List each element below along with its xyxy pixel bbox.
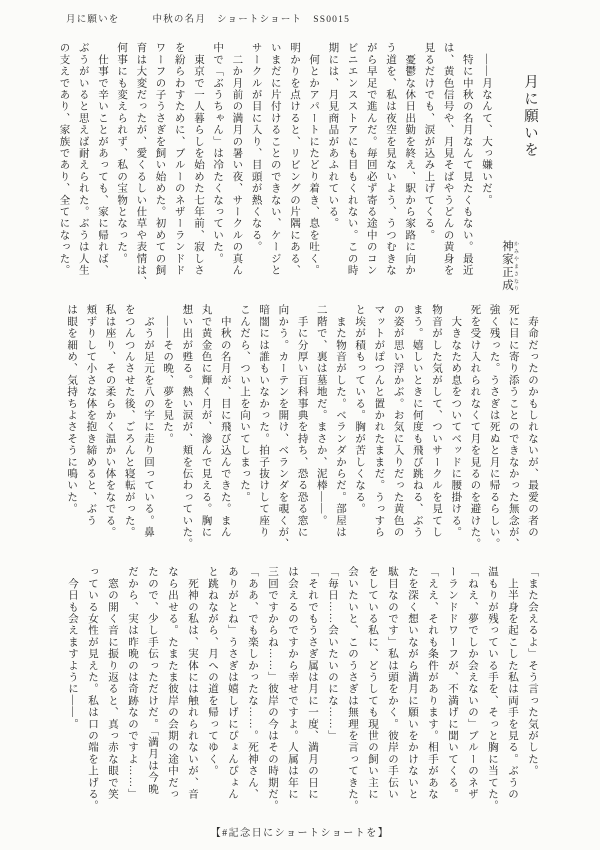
- text-line: 「ああ、でも楽しかったな……。死神さん、: [247, 566, 258, 800]
- text-line: 東京で一人暮らしを始めた七年前、寂しさ: [192, 42, 204, 276]
- text-line: ぶうが足元を八の字に走り回っている。鼻: [142, 304, 154, 538]
- header-format-label: ショートショート: [217, 15, 303, 25]
- text-line: 「ねえ、夢でしか会えないの」ブルーのネザ: [467, 566, 478, 800]
- text-line: 強く残った。うさぎは死ぬと月に帰るらしい。: [488, 304, 500, 550]
- text-line: をしている私に、どうしても現世の飼い主に: [367, 566, 378, 800]
- text-line: の姿が思い浮かぶ。お気に入りだった黄色の: [392, 304, 404, 538]
- text-line: ——月なんて、大っ嫌いだ。: [481, 42, 492, 206]
- text-line: サークルが目に入り、目頭が熱くなる。: [250, 42, 262, 253]
- text-line: 中秋の名月が、目に飛び込んできた。まん: [219, 304, 231, 538]
- text-line: の支えであり、家族であり、全てになった。: [58, 42, 70, 276]
- text-line: 窓の開く音に振り返ると、真っ赤な眼で笑: [107, 566, 118, 800]
- text-line: 憂鬱な休日出勤を終え、駅から家路に向か: [404, 42, 416, 276]
- text-line: また物音がした。ベランダからだ。部屋は: [334, 304, 346, 538]
- text-line: 二か月前の満月の暑い夜、サークルの真ん: [231, 42, 243, 276]
- text-line: を紛らわすために、ブルーのネザーランドド: [173, 42, 185, 276]
- text-line: 今日も会えますように——。: [67, 566, 78, 730]
- text-line: 「それでもうさぎ属は月に一度、満月の日に: [307, 566, 318, 800]
- text-line: ビニエンスストアにも目もくれない。この時: [346, 42, 358, 276]
- author-line: [496, 42, 518, 292]
- text-line: 丸で黄金色に輝く月が、滲んで見える。胸に: [200, 304, 212, 538]
- text-line: こんだら、つい上を向いてしまった。: [238, 304, 250, 503]
- text-line: 「ええ、それも条件があります。相手があな: [427, 566, 438, 800]
- header-doc-title: 月に願いを: [66, 15, 120, 25]
- text-line: ワーフの子うさぎを飼い始めた。初めての飼: [154, 42, 166, 276]
- page-footer: 【#記念日にショートショートを】: [210, 828, 390, 839]
- text-line: 死を受け入れられなくて月を見るのを避けた。: [469, 304, 481, 550]
- text-band-1: [54, 42, 542, 292]
- text-line: と埃が積もっている。胸が苦しくなる。: [354, 304, 366, 515]
- text-line: は眼を細め、気持ちよさそうに鳴いた。: [66, 304, 78, 515]
- text-line: 見るだけでも、涙が込み上げてくる。: [423, 42, 435, 241]
- page-header: [66, 11, 350, 25]
- text-line: だから、実は昨晩のは奇跡なのですよ……」: [127, 566, 138, 800]
- text-line: 大きなため息をついてベッドに腰掛ける。: [450, 304, 462, 538]
- text-line: 会いたいと、このうさぎは無理を言ってきた。: [347, 566, 358, 812]
- text-line: 中で「ぶうちゃん」は冷たくなっていた。: [212, 42, 224, 265]
- author-name: [501, 240, 518, 292]
- text-line: ありがとね」うさぎは嬉しげにぴょんぴょん: [227, 566, 238, 800]
- text-line: をつんつんさせた後、ごろんと寝転がった。: [123, 304, 135, 538]
- text-band-3: [62, 566, 542, 812]
- text-line: 手に分厚い百科事典を持ち、恐る恐る窓に: [296, 304, 308, 538]
- text-line: 明かりを点けると、リビングの片隅にある、: [288, 42, 300, 276]
- text-line: 私は座り、その柔らかく温かい体をなでる。: [104, 304, 116, 538]
- header-subtitle: 中秋の名月: [152, 15, 207, 25]
- text-line: 向かう。カーテンを開け、ベランダを覗くが、: [277, 304, 289, 550]
- author-name-text: 神家正成: [501, 240, 513, 292]
- text-line: 駄目なのです」私は頭をかく。彼岸の手伝い: [387, 566, 398, 800]
- text-line: まう。嬉しいときに何度も飛び跳ねる、ぶう: [411, 304, 423, 538]
- text-line: は会えるのですから幸せですよ。人属は年に: [287, 566, 298, 800]
- text-band-2: [62, 304, 542, 550]
- text-line: 「毎日……会いたいのにな……」: [327, 566, 338, 742]
- text-line: ぶうがいると思えば耐えられた。ぶうは人生: [77, 42, 89, 276]
- text-line: っている女性が見えた。私は口の端を上げる。: [87, 566, 98, 812]
- text-line: 育は大変だったが、愛くるしい仕草や表情は、: [135, 42, 147, 288]
- text-line: う道を、私は夜空を見ないよう、うつむきな: [384, 42, 396, 276]
- author-furigana: かみやまさなり: [513, 240, 518, 292]
- text-line: 二階で、裏は墓地だ。まさか、泥棒——。: [315, 304, 327, 527]
- text-line: 死に目に寄り添うことのできなかった無念が、: [507, 304, 519, 550]
- text-line: 温もりが残っている手を、そっと胸に当てた。: [487, 566, 498, 812]
- text-line: 死神の私は、実体には触れられないが、音: [187, 566, 198, 800]
- text-line: なら出せる。たまたま彼岸の会期の途中だっ: [167, 566, 178, 800]
- text-line: 仕事で辛いことがあっても、家に帰れば、: [96, 42, 108, 276]
- text-line: がら早足で進んだ。毎回必ず寄る途中のコン: [365, 42, 377, 276]
- story-title: 月に願いを: [522, 74, 538, 159]
- text-line: 物音がした気がして、ついサークルを見てし: [430, 304, 442, 538]
- text-line: 特に中秋の名月なんて見たくもない。最近: [461, 42, 473, 276]
- text-line: 想い出が甦る。熱い涙が、頬を伝わっていた。: [181, 304, 193, 550]
- text-line: 頬ずりして小さな体を抱き締めると、ぶう: [85, 304, 97, 527]
- text-line: マットがぽつんと置かれたままだ。うっすら: [373, 304, 385, 538]
- text-line: 何とかアパートにたどり着き、息を吐く。: [308, 42, 320, 276]
- text-line: 三回ですからね……」彼岸の今はその時期だ。: [267, 566, 278, 812]
- text-line: たので、少し手伝っただけだ。「満月は今晩: [147, 566, 158, 795]
- text-line: たを深く想いながら満月に願いをかけないと: [407, 566, 418, 800]
- text-line: 「また会えるよ」そう言った気がした。: [527, 566, 538, 777]
- text-line: 寿命だったのかもしれないが、最愛の者の: [527, 304, 538, 538]
- text-line: は、黄色信号や、月見そばやうどんの黄身を: [442, 42, 454, 276]
- text-line: いまだに片付けることのできない、ケージと: [269, 42, 281, 276]
- text-line: 暗闇には誰もいなかった。拍子抜けして座り: [258, 304, 270, 538]
- text-line: 上半身を起こした私は両手を見る。ぶうの: [507, 566, 518, 800]
- header-code: SS0015: [313, 15, 351, 25]
- text-line: ーランドドワーフが、不満げに聞いてくる。: [447, 566, 458, 800]
- text-line: ——その晩、夢を見た。: [162, 304, 174, 445]
- text-line: 期には、月見商品があふれている。: [327, 42, 339, 230]
- text-line: と跳ねながら、月への道を帰ってゆく。: [207, 566, 218, 777]
- text-line: 何事にも変えられず、私の宝物となった。: [116, 42, 128, 265]
